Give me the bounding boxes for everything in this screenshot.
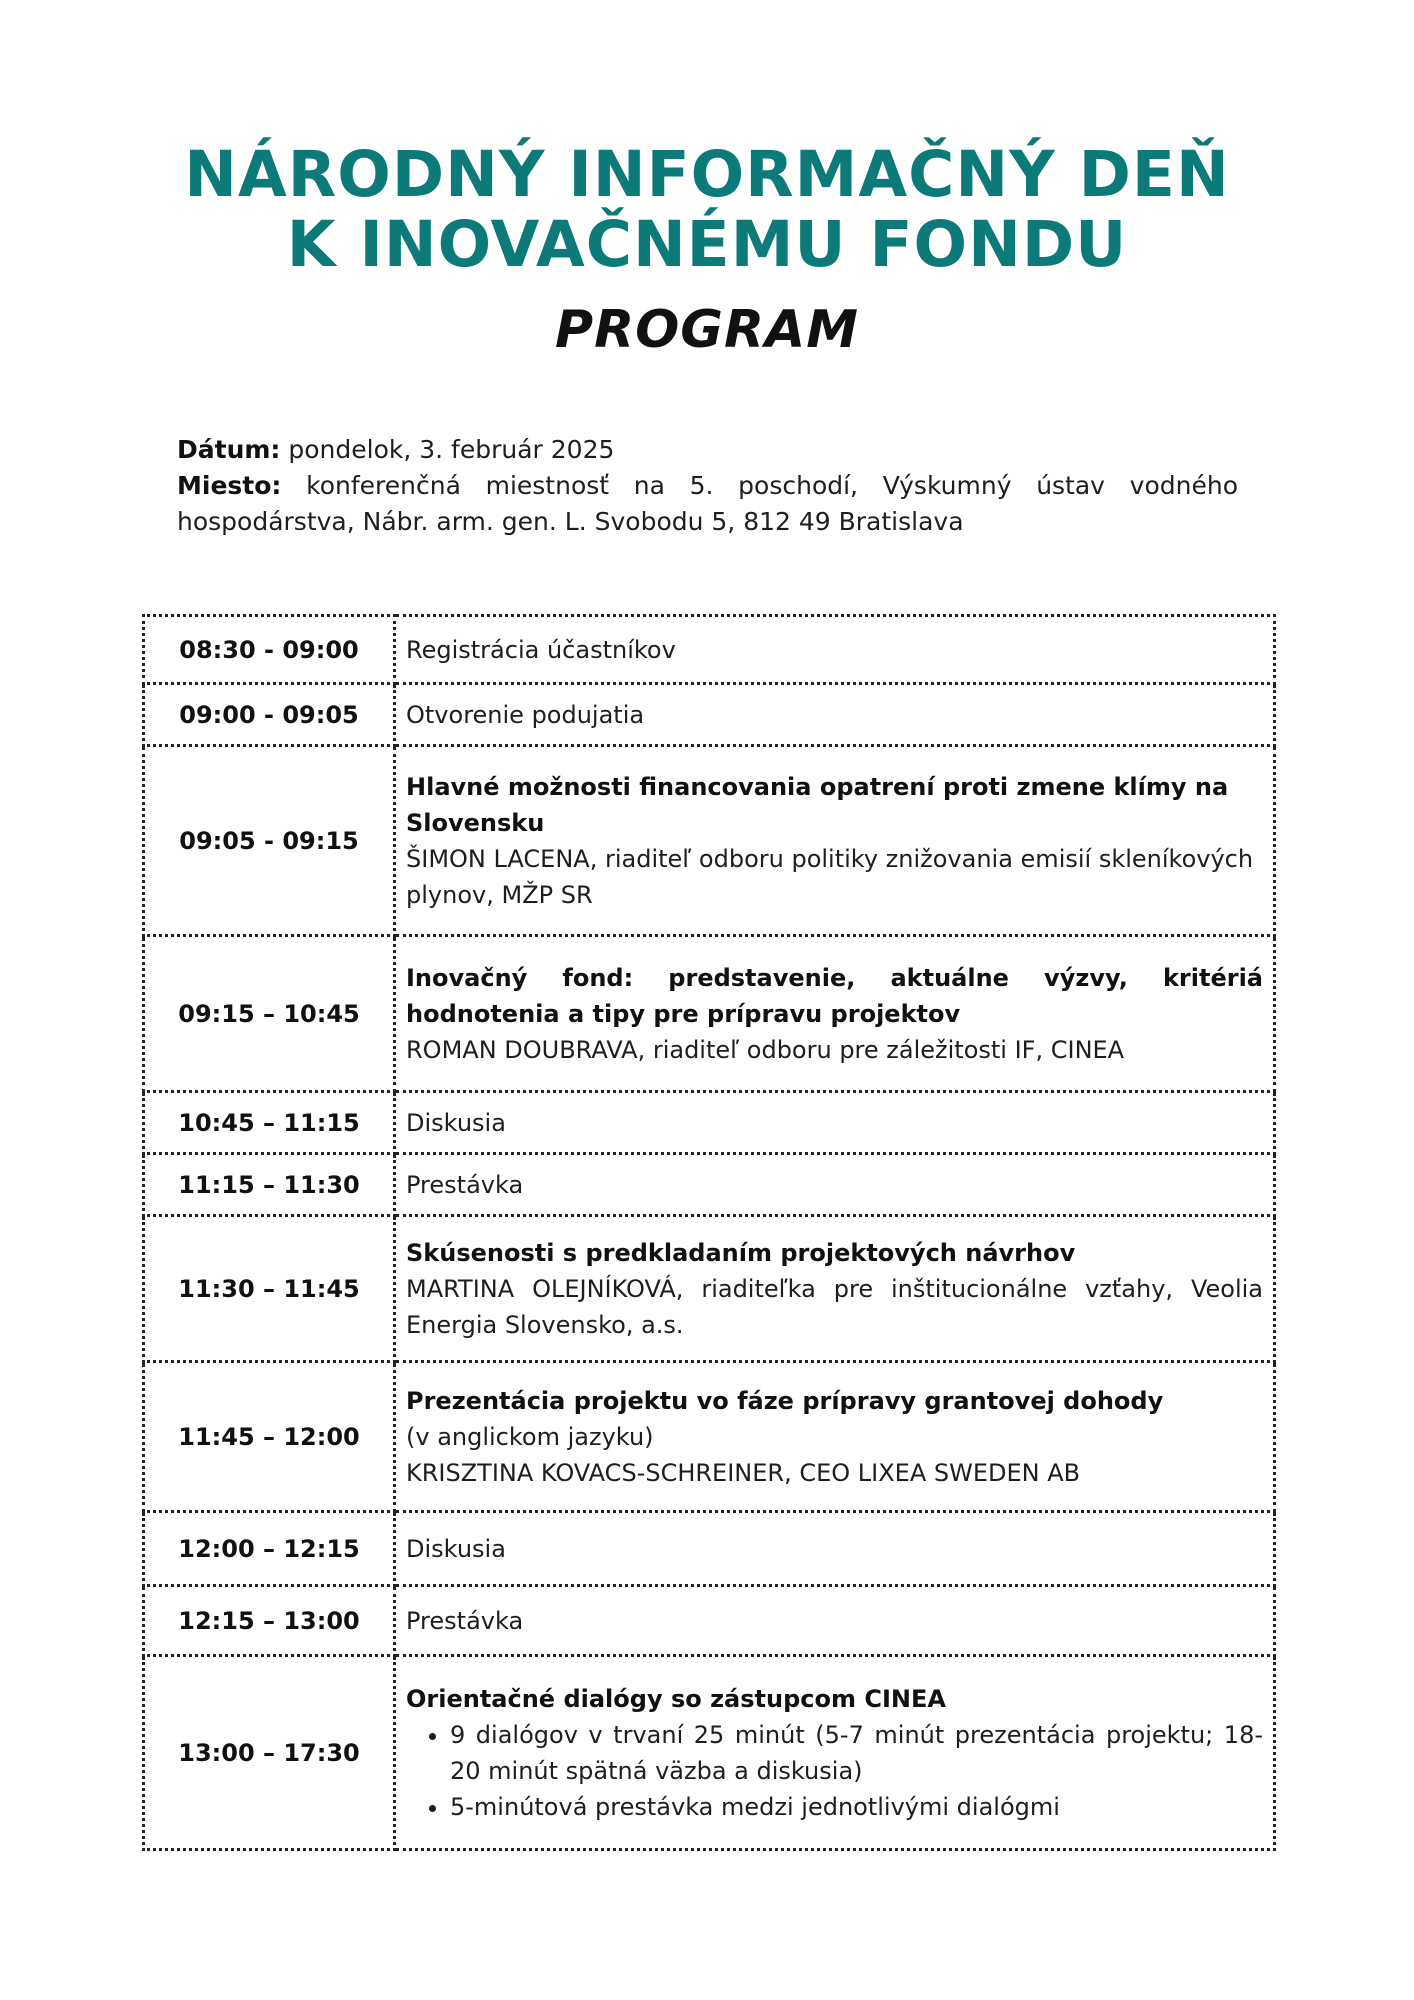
time-cell: 11:15 – 11:30	[144, 1154, 395, 1216]
description-cell	[395, 1216, 1275, 1362]
item-speaker: KRISZTINA KOVACS-SCHREINER, CEO LIXEA SWEDEN AB	[406, 1458, 1081, 1487]
date-label: Dátum:	[177, 435, 281, 464]
description-cell	[395, 1656, 1275, 1850]
description-cell	[395, 1092, 1275, 1154]
item-heading: Orientačné dialógy so zástupcom CINEA	[406, 1684, 946, 1713]
program-table	[142, 614, 1276, 1851]
program-row	[144, 1656, 1275, 1850]
item-heading: Skúsenosti s predkladaním projektových návrhov	[406, 1238, 1076, 1267]
item-heading: Inovačný fond: predstavenie, aktuálne výzvy, kritériá hodnotenia a tipy pre prípravu projektov	[406, 963, 1263, 1028]
title-line-2: K INOVAČNÉMU FONDU	[286, 208, 1128, 281]
program-row	[144, 684, 1275, 746]
list-item: • 9 dialógov v trvaní 25 minút (5-7 minút prezentácia projektu; 18-20 minút spätná väzba a diskusia)	[450, 1717, 1263, 1789]
item-speaker: ŠIMON LACENA, riaditeľ odboru politiky znižovania emisií skleníkových plynov, MŽP SR	[406, 844, 1254, 909]
time-cell: 11:45 – 12:00	[144, 1362, 395, 1512]
program-row	[144, 1154, 1275, 1216]
title-line-1: NÁRODNÝ INFORMAČNÝ DEŇ	[184, 138, 1230, 211]
page-subtitle: PROGRAM	[554, 300, 860, 360]
program-row	[144, 746, 1275, 936]
item-title: Registrácia účastníkov	[406, 635, 676, 664]
item-heading: Hlavné možnosti financovania opatrení proti zmene klímy na Slovensku	[406, 772, 1229, 837]
description-cell	[395, 746, 1275, 936]
program-row	[144, 1362, 1275, 1512]
item-speaker: ROMAN DOUBRAVA, riaditeľ odboru pre záležitosti IF, CINEA	[406, 1035, 1125, 1064]
place-line	[177, 468, 1238, 540]
item-title: Diskusia	[406, 1534, 506, 1563]
description-cell	[395, 1512, 1275, 1586]
program-row	[144, 1512, 1275, 1586]
page-title	[0, 140, 1414, 280]
item-title: Diskusia	[406, 1108, 506, 1137]
place-label: Miesto:	[177, 471, 282, 500]
program-row	[144, 936, 1275, 1092]
time-cell: 08:30 - 09:00	[144, 616, 395, 684]
program-row	[144, 616, 1275, 684]
date-line	[177, 432, 1238, 468]
event-details	[177, 432, 1238, 540]
time-cell: 09:05 - 09:15	[144, 746, 395, 936]
list-item: • 5-minútová prestávka medzi jednotlivými dialógmi	[450, 1789, 1263, 1825]
item-title: Otvorenie podujatia	[406, 700, 645, 729]
time-cell: 09:15 – 10:45	[144, 936, 395, 1092]
program-row	[144, 1586, 1275, 1656]
item-heading: Prezentácia projektu vo fáze prípravy grantovej dohody	[406, 1386, 1164, 1415]
item-speaker: MARTINA OLEJNÍKOVÁ, riaditeľka pre inštitucionálne vzťahy, Veolia Energia Slovensko, a.s.	[406, 1274, 1263, 1339]
description-cell	[395, 1362, 1275, 1512]
time-cell: 12:15 – 13:00	[144, 1586, 395, 1656]
time-cell: 10:45 – 11:15	[144, 1092, 395, 1154]
description-cell	[395, 936, 1275, 1092]
description-cell	[395, 616, 1275, 684]
place-value: konferenčná miestnosť na 5. poschodí, Výskumný ústav vodného hospodárstva, Nábr. arm. gen. L. Svobodu 5, 812 49 Bratislava	[177, 471, 1238, 536]
time-cell: 09:00 - 09:05	[144, 684, 395, 746]
item-title: Prestávka	[406, 1606, 524, 1635]
program-row	[144, 1092, 1275, 1154]
item-note: (v anglickom jazyku)	[406, 1422, 654, 1451]
program-row	[144, 1216, 1275, 1362]
time-cell: 11:30 – 11:45	[144, 1216, 395, 1362]
description-cell	[395, 1154, 1275, 1216]
time-cell: 13:00 – 17:30	[144, 1656, 395, 1850]
time-cell: 12:00 – 12:15	[144, 1512, 395, 1586]
date-value: pondelok, 3. február 2025	[288, 435, 615, 464]
description-cell	[395, 1586, 1275, 1656]
description-cell	[395, 684, 1275, 746]
bullet-list	[406, 1717, 1263, 1825]
item-title: Prestávka	[406, 1170, 524, 1199]
